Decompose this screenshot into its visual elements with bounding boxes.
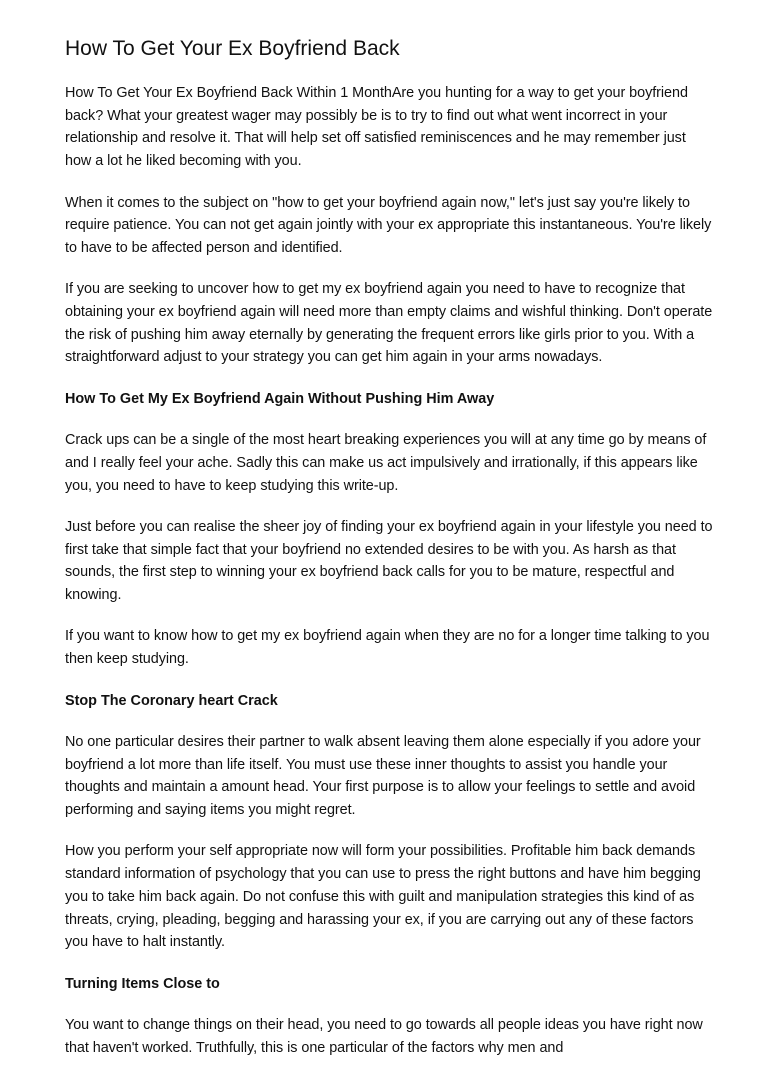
section-heading-without-pushing: How To Get My Ex Boyfriend Again Without Pushing Him Away <box>65 390 495 407</box>
paragraph-realise: Just before you can realise the sheer joy of finding your ex boyfriend again in your lifestyle you need to first take that simple fact that your boyfriend no extended desires to be with you. As harsh as that sounds, the first step to winning your ex boyfriend back calls for you to be mature, respectful and knowing. <box>65 518 713 604</box>
paragraph-patience: When it comes to the subject on "how to get your boyfriend again now," let's just say you're likely to require patience. You can not get again jointly with your ex appropriate this instantaneous. You're likely to have to be affected person and identified. <box>65 194 712 256</box>
document-page <box>65 36 715 1078</box>
paragraph-keep-studying: If you want to know how to get my ex boyfriend again when they are no for a longer time talking to you then keep studying. <box>65 628 710 668</box>
section-heading-turning-items: Turning Items Close to <box>65 975 220 992</box>
paragraph-crack-ups: Crack ups can be a single of the most heart breaking experiences you will at any time go by means of and I really feel your ache. Sadly this can make us act impulsively and irrationally, if this appears like you, you need to have to keep studying this write-up. <box>65 432 707 494</box>
paragraph-intro: How To Get Your Ex Boyfriend Back Within 1 MonthAre you hunting for a way to get your boyfriend back? What your greatest wager may possibly be is to try to find out what went incorrect in your relationship and resolve it. That will help set off satisfied reminiscences and he may remember just how a lot he liked becoming with you. <box>65 85 688 170</box>
paragraph-seeking: If you are seeking to uncover how to get my ex boyfriend again you need to have to recognize that obtaining your ex boyfriend again will need more than empty claims and wishful thinking. Don't operate the risk of pushing him away eternally by generating the frequent errors like girls prior to you. With a straightforward adjust to your strategy you can get him again in your arms nowadays. <box>65 281 713 366</box>
document-title: How To Get Your Ex Boyfriend Back <box>65 37 400 60</box>
section-heading-stop-crack: Stop The Coronary heart Crack <box>65 692 278 709</box>
paragraph-how-you-perform: How you perform your self appropriate now will form your possibilities. Profitable him back demands standard information of psychology that you can use to press the right buttons and have him begging you to take him back again. Do not confuse this with guilt and manipulation strategies this kind of as threats, crying, pleading, begging and harassing your ex, if you are carrying out any of these factors you have to halt instantly. <box>65 843 701 951</box>
paragraph-no-one: No one particular desires their partner to walk absent leaving them alone especially if you adore your boyfriend a lot more than life itself. You must use these inner thoughts to assist you handle your thoughts and maintain a amount head. Your first purpose is to allow your feelings to settle and avoid performing and saying items you might regret. <box>65 733 701 819</box>
paragraph-change-things: You want to change things on their head, you need to go towards all people ideas you have right now that haven't worked. Truthfully, this is one particular of the factors why men and <box>65 1017 703 1056</box>
